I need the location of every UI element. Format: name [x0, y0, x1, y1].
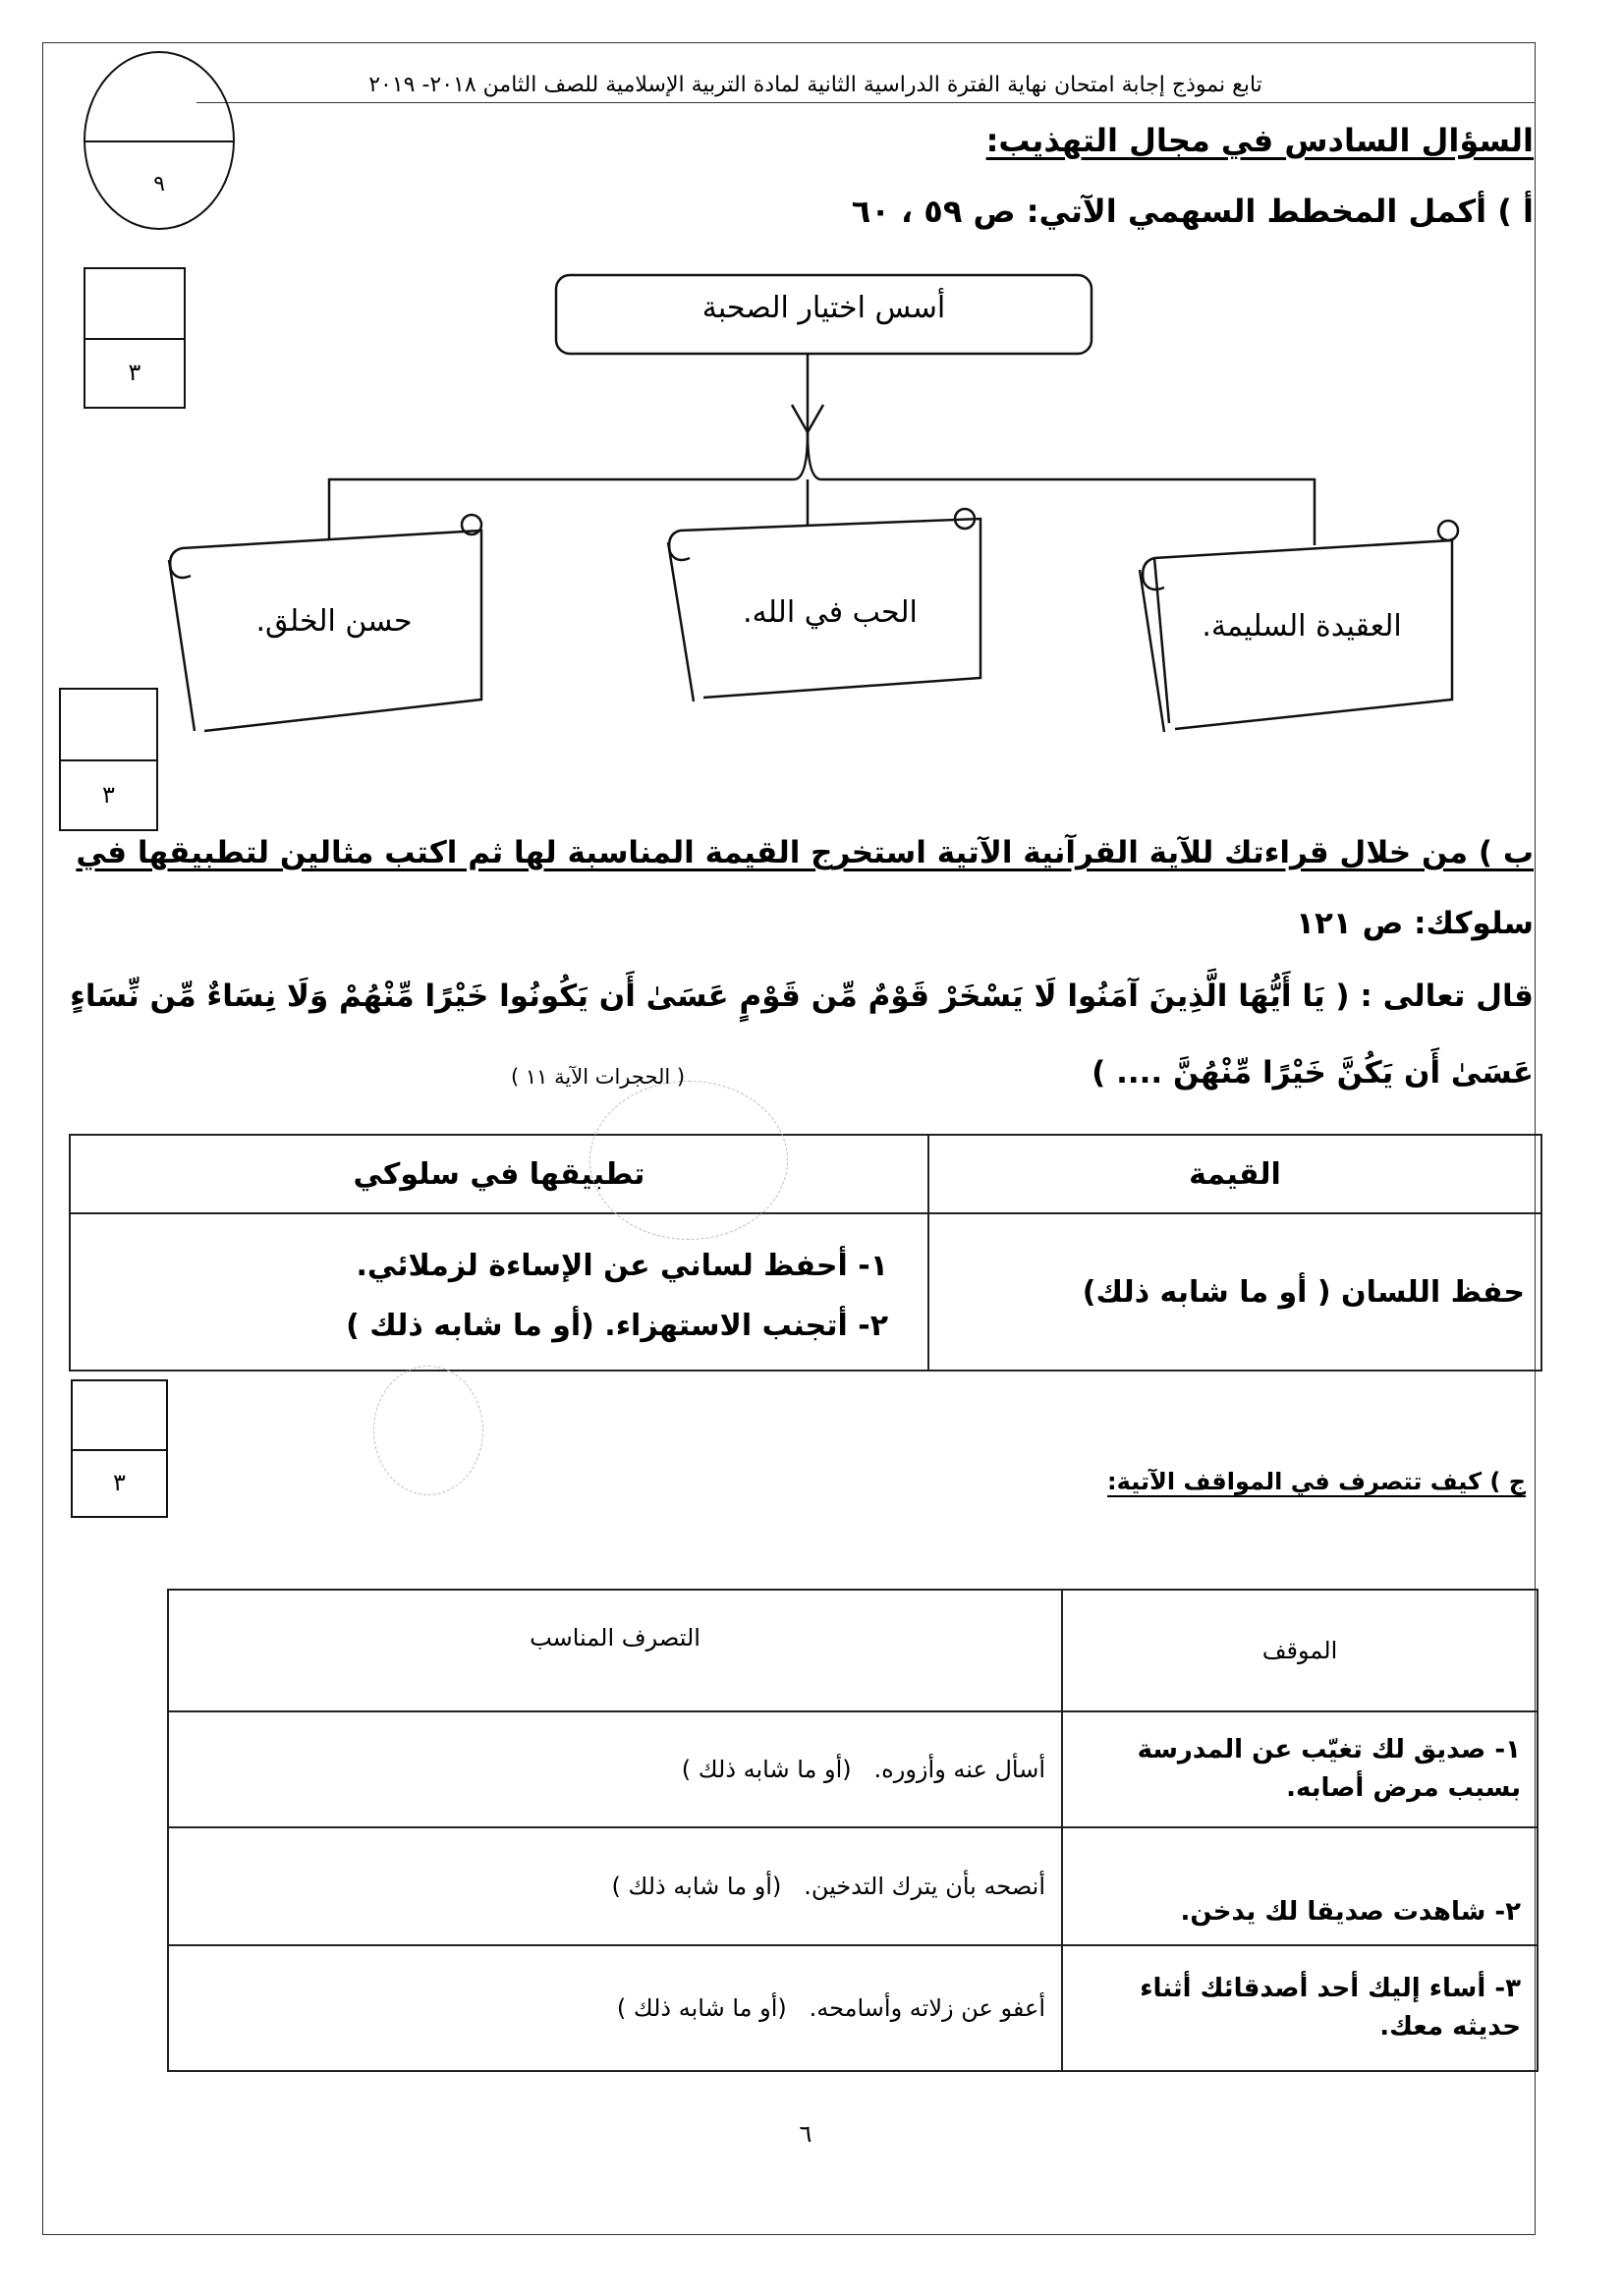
action-alt-1: (أو ما شابه ذلك ): [681, 1756, 852, 1783]
page-number: ٦: [799, 2120, 812, 2148]
situation-cell-2: ٢- شاهدت صديقا لك يدخن.: [1062, 1827, 1538, 1945]
action-text-3: أعفو عن زلاته وأسامحه.: [809, 1994, 1045, 2022]
question-title: السؤال السادس في مجال التهذيب:: [985, 122, 1534, 159]
verse-line2: عَسَىٰ أَن يَكُنَّ خَيْرًا مِّنْهُنَّ .... ): [1092, 1055, 1534, 1091]
situations-head-action: التصرف المناسب: [168, 1590, 1062, 1711]
application-item-1: ١- أحفظ لساني عن الإساءة لزملائي.: [356, 1249, 888, 1283]
part-b-score: ٣: [113, 1468, 126, 1496]
scroll-text-1: العقيدة السليمة.: [1202, 609, 1402, 644]
part-c-label: ج ) كيف تتصرف في المواقف الآتية:: [1107, 1468, 1526, 1495]
part-a-label: أ ) أكمل المخطط السهمي الآتي: ص ٥٩ ، ٦٠: [851, 193, 1534, 230]
application-cell: [70, 1213, 928, 1371]
action-text-1: أسأل عنه وأزوره.: [873, 1756, 1045, 1783]
arrow-diagram: [0, 0, 1624, 786]
action-cell-1: [168, 1711, 1062, 1827]
action-alt-2: (أو ما شابه ذلك ): [611, 1873, 782, 1900]
part-a-score-2: ٣: [102, 780, 115, 809]
situations-head-situation: الموقف: [1062, 1590, 1538, 1711]
part-a-score-box-2: [59, 688, 158, 831]
action-text-2: أنصحه بأن يترك التدخين.: [804, 1873, 1045, 1900]
situation-cell-3: ٣- أساء إليك أحد أصدقائك أثناء حديثه معك.: [1062, 1945, 1538, 2071]
scroll-text-2: الحب في الله.: [743, 595, 918, 630]
value-table-head-value: القيمة: [928, 1135, 1541, 1213]
stamp-mark-2: [373, 1366, 483, 1495]
scroll-text-3: حسن الخلق.: [255, 604, 413, 639]
header-line: تابع نموذج إجابة امتحان نهاية الفترة الدراسية الثانية لمادة التربية الإسلامية للصف الثامن ٢٠١٨- ٢٠١٩: [368, 73, 1262, 97]
part-b-score-box: [71, 1379, 168, 1518]
value-table: [69, 1134, 1542, 1372]
part-b-line1: ب ) من خلال قراءتك للآية القرآنية الآتية استخرج القيمة المناسبة لها ثم اكتب مثالين لتطبيقها في: [76, 835, 1534, 870]
application-item-2: ٢- أتجنب الاستهزاء. (أو ما شابه ذلك ): [346, 1309, 888, 1343]
part-b-line2: سلوكك: ص ١٢١: [1296, 906, 1534, 941]
stamp-mark: [589, 1081, 788, 1240]
verse-line1: قال تعالى : ( يَا أَيُّهَا الَّذِينَ آمَنُوا لَا يَسْخَرْ قَوْمٌ مِّن قَوْمٍ عَسَىٰ أَن يَكُونُوا خَيْرًا مِّنْهُمْ وَلَا نِسَاءٌ مِّن نِّسَاءٍ: [70, 979, 1534, 1014]
page-score-number: ٩: [153, 172, 165, 196]
root-box-label: أسس اختيار الصحبة: [701, 291, 946, 325]
value-table-head-application: تطبيقها في سلوكي: [70, 1135, 928, 1213]
situation-cell-1: ١- صديق لك تغيّب عن المدرسة بسبب مرض أصابه.: [1062, 1711, 1538, 1827]
action-cell-3: [168, 1945, 1062, 2071]
action-cell-2: [168, 1827, 1062, 1945]
verse-reference: ( الحجرات الآية ١١ ): [511, 1065, 686, 1089]
action-alt-3: (أو ما شابه ذلك ): [616, 1994, 787, 2022]
situations-table: [167, 1589, 1539, 2072]
value-cell: حفظ اللسان ( أو ما شابه ذلك): [928, 1213, 1541, 1371]
part-a-score: ٣: [128, 359, 141, 386]
